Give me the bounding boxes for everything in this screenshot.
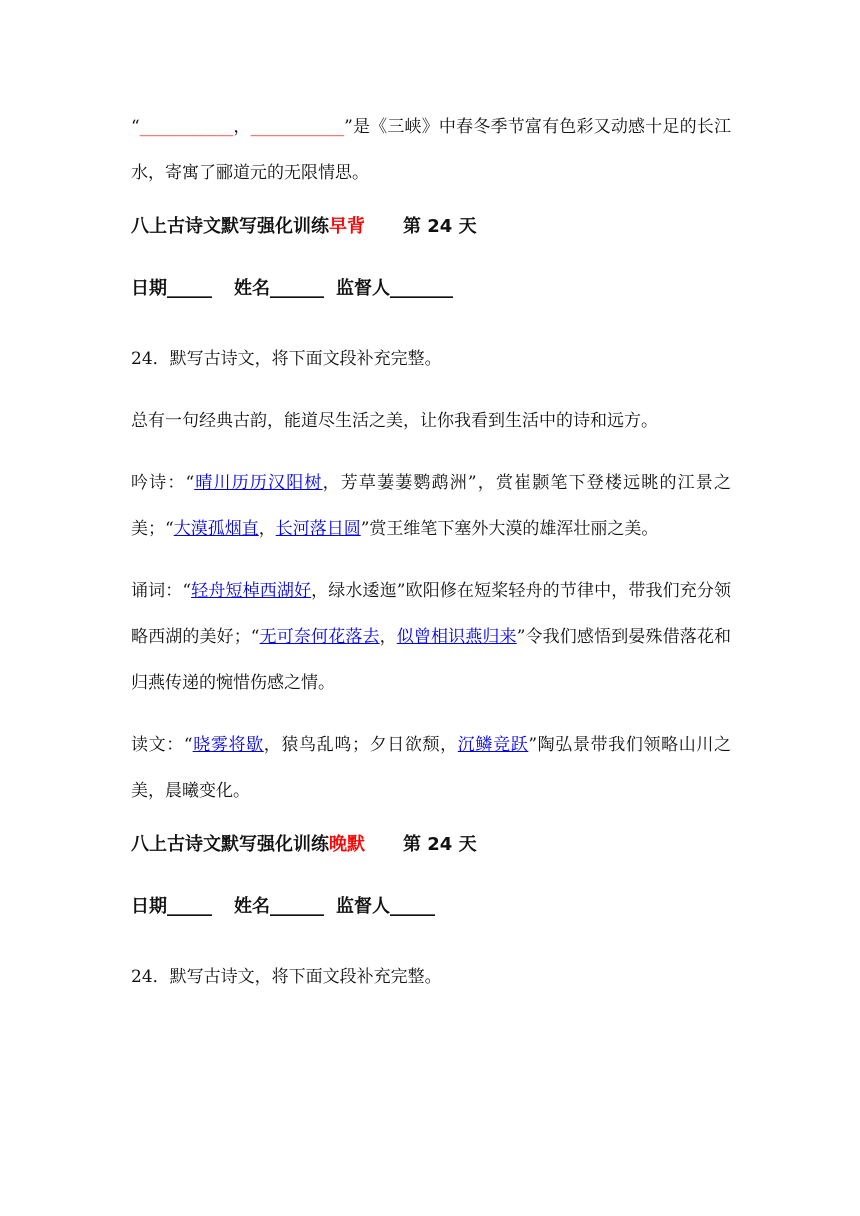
morning-heading [131, 212, 731, 242]
morning-question: 24．默写古诗文，将下面文段补充完整。 [131, 349, 442, 369]
morning-intro: 总有一句经典古韵，能道尽生活之美，让你我看到生活中的诗和远方。 [131, 411, 658, 431]
answer-link[interactable]: 无可奈何花落去 [259, 627, 380, 647]
answer-link[interactable]: 晓雾将歇 [192, 735, 264, 755]
name-field[interactable]: 姓名______ [234, 896, 324, 917]
intro-fill-paragraph [131, 104, 731, 196]
ci-text-2: ，绿水逶迤”欧阳修在短桨轻舟的节律中，带我们充分领略西湖的美好；“ [131, 581, 731, 647]
answer-blank-2[interactable]: ___________ [250, 117, 345, 137]
open-quote: “ [131, 117, 140, 137]
wen-text-2: ，猿鸟乱鸣；夕日欲颓， [263, 735, 458, 755]
answer-link[interactable]: 晴川历历汉阳树 [194, 473, 323, 493]
ci-text-4: ”令我们感悟到晏殊借落花和归燕传递的惋惜伤感之情。 [131, 627, 732, 693]
supervisor-field[interactable]: 监督人_____ [336, 896, 435, 917]
poem-text-1: 吟诗：“ [131, 473, 195, 493]
morning-title: 八上古诗文默写强化训练 [131, 216, 329, 237]
poem-paragraph [131, 460, 731, 552]
evening-question: 24．默写古诗文，将下面文段补充完整。 [131, 967, 442, 987]
poem-text-4: ”赏王维笔下塞外大漠的雄浑壮丽之美。 [360, 519, 659, 539]
wen-text-3: ”陶弘景带我们领略山川之美，晨曦变化。 [131, 735, 732, 801]
answer-blank-1[interactable]: ___________ [139, 117, 234, 137]
morning-day: 第 24 天 [403, 216, 477, 237]
evening-title: 八上古诗文默写强化训练 [131, 834, 329, 855]
evening-day: 第 24 天 [403, 834, 477, 855]
worksheet-page [131, 104, 731, 1016]
answer-link[interactable]: 沉鳞竞跃 [457, 735, 529, 755]
evening-info-line [131, 892, 731, 922]
answer-link[interactable]: 大漠孤烟直 [173, 519, 259, 539]
wen-paragraph [131, 722, 731, 814]
ci-paragraph [131, 568, 731, 706]
supervisor-field[interactable]: 监督人_______ [336, 278, 453, 299]
morning-info-line [131, 274, 731, 304]
date-field[interactable]: 日期_____ [131, 896, 212, 917]
answer-link[interactable]: 长河落日圆 [275, 519, 361, 539]
answer-link[interactable]: 轻舟短棹西湖好 [191, 581, 312, 601]
answer-link[interactable]: 似曾相识燕归来 [396, 627, 517, 647]
ci-text-1: 诵词：“ [131, 581, 192, 601]
intro-text: ”是《三峡》中春冬季节富有色彩又动感十足的长江水，寄寓了郦道元的无限情思。 [131, 117, 731, 183]
poem-text-3: ， [258, 519, 276, 539]
evening-heading [131, 830, 731, 860]
date-field[interactable]: 日期_____ [131, 278, 212, 299]
comma: ， [233, 117, 251, 137]
name-field[interactable]: 姓名______ [234, 278, 324, 299]
morning-tag: 早背 [329, 216, 365, 237]
wen-text-1: 读文：“ [131, 735, 193, 755]
poem-text-2: ，芳草萋萋鹦鹉洲”，赏崔颢笔下登楼远眺的江景之美；“ [131, 473, 731, 539]
evening-tag: 晚默 [329, 834, 365, 855]
ci-text-3: ， [379, 627, 397, 647]
